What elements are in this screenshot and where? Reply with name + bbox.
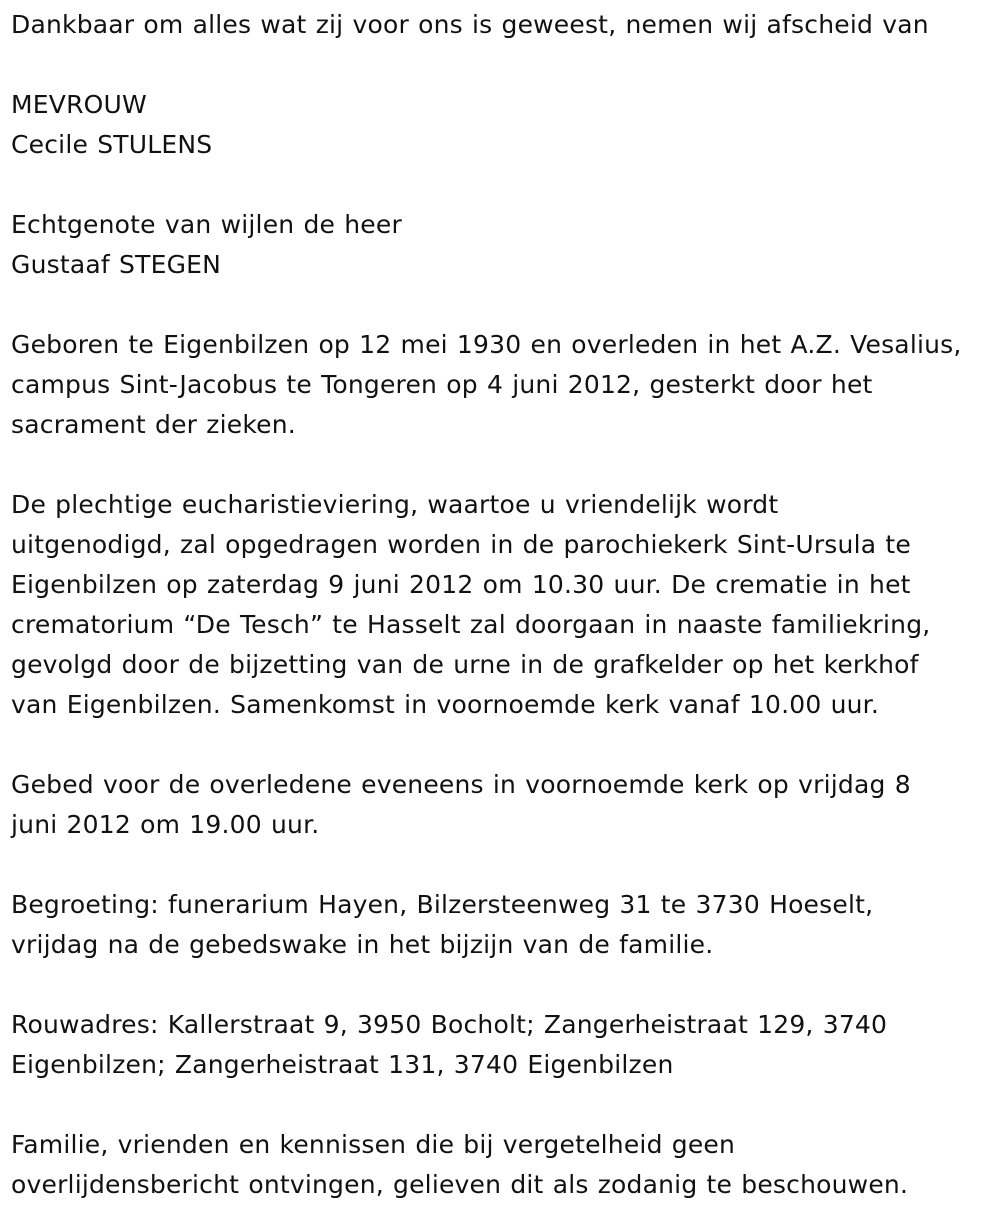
mourning-address-paragraph xyxy=(11,1005,980,1085)
paragraph-line: uitgenodigd, zal opgedragen worden in de parochiekerk Sint-Ursula te xyxy=(11,530,911,559)
birth-death-paragraph xyxy=(11,325,980,445)
intro-line: Dankbaar om alles wat zij voor ons is geweest, nemen wij afscheid van xyxy=(11,10,929,39)
paragraph-line: Begroeting: funerarium Hayen, Bilzersteenweg 31 te 3730 Hoeselt, xyxy=(11,890,874,919)
paragraph-line: gevolgd door de bijzetting van de urne in de grafkelder op het kerkhof xyxy=(11,650,919,679)
paragraph-line: De plechtige eucharistieviering, waartoe u vriendelijk wordt xyxy=(11,490,779,519)
paragraph-line: Gebed voor de overledene eveneens in voornoemde kerk op vrijdag 8 xyxy=(11,770,911,799)
paragraph-line: Eigenbilzen op zaterdag 9 juni 2012 om 10.30 uur. De crematie in het xyxy=(11,570,911,599)
deceased-block xyxy=(11,85,980,165)
paragraph-line: van Eigenbilzen. Samenkomst in voornoemde kerk vanaf 10.00 uur. xyxy=(11,690,879,719)
greeting-paragraph xyxy=(11,885,980,965)
spouse-block xyxy=(11,205,980,285)
spouse-name: Gustaaf STEGEN xyxy=(11,250,222,279)
deceased-name: Cecile STULENS xyxy=(11,130,213,159)
closing-paragraph xyxy=(11,1125,980,1205)
deceased-title: MEVROUW xyxy=(11,90,147,119)
paragraph-line: Familie, vrienden en kennissen die bij vergetelheid geen xyxy=(11,1130,736,1159)
paragraph-line: crematorium “De Tesch” te Hasselt zal doorgaan in naaste familiekring, xyxy=(11,610,931,639)
paragraph-line: Eigenbilzen; Zangerheistraat 131, 3740 Eigenbilzen xyxy=(11,1050,674,1079)
paragraph-line: campus Sint-Jacobus te Tongeren op 4 juni 2012, gesterkt door het xyxy=(11,370,873,399)
paragraph-line: sacrament der zieken. xyxy=(11,410,296,439)
paragraph-line: Rouwadres: Kallerstraat 9, 3950 Bocholt; Zangerheistraat 129, 3740 xyxy=(11,1010,888,1039)
ceremony-paragraph xyxy=(11,485,980,725)
intro-paragraph xyxy=(11,5,980,45)
paragraph-line: Geboren te Eigenbilzen op 12 mei 1930 en overleden in het A.Z. Vesalius, xyxy=(11,330,962,359)
paragraph-line: juni 2012 om 19.00 uur. xyxy=(11,810,320,839)
paragraph-line: vrijdag na de gebedswake in het bijzijn van de familie. xyxy=(11,930,714,959)
paragraph-line: overlijdensbericht ontvingen, gelieven dit als zodanig te beschouwen. xyxy=(11,1170,909,1199)
spouse-label: Echtgenote van wijlen de heer xyxy=(11,210,402,239)
prayer-paragraph xyxy=(11,765,980,845)
